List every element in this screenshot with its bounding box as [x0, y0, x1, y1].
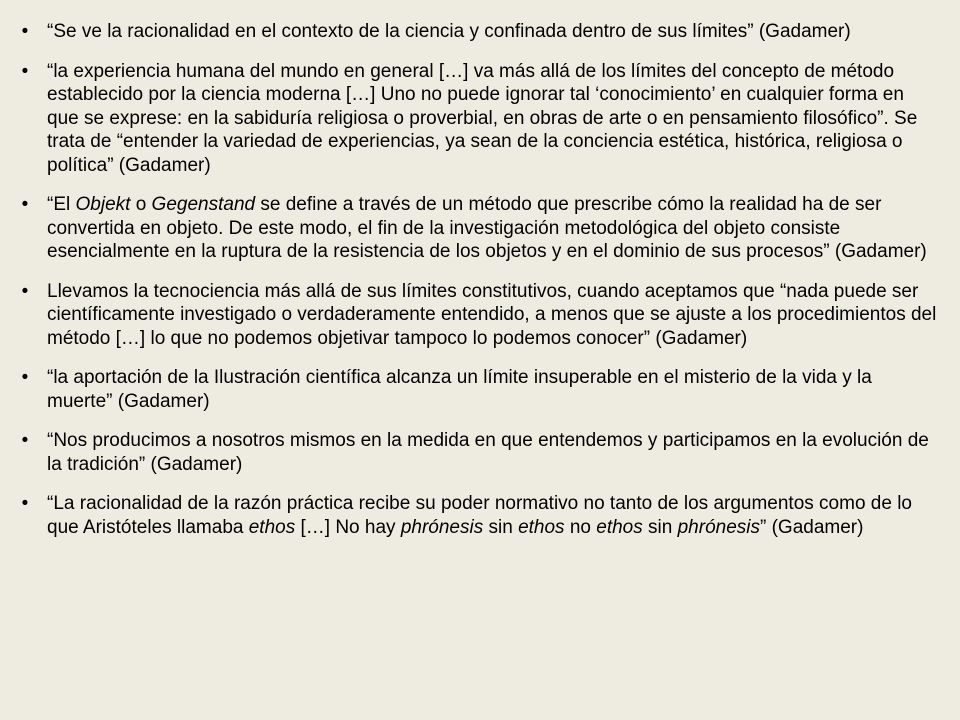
- text-run: […] No hay: [295, 516, 401, 538]
- text-run: “la aportación de la Ilustración científica alcanza un límite insuperable en el misterio de la vida y la muerte” (Gadamer): [47, 367, 872, 412]
- bullet-item-5: [15, 366, 938, 413]
- text-run: Llevamos la tecnociencia más allá de sus límites constitutivos, cuando aceptamos que “nada puede ser científicamente investigado o verdaderamente entendido, a menos que se ajuste a los procedimientos del método […] lo que no podemos objetivar tampoco lo podemos conocer” (Gadamer): [47, 280, 937, 349]
- bullet-text: [47, 61, 917, 176]
- bullet-text: [47, 281, 936, 349]
- text-run: sin: [642, 516, 678, 538]
- bullet-item-1: [15, 20, 938, 44]
- italic-term: ethos: [596, 516, 643, 538]
- bullet-text: [47, 430, 929, 475]
- italic-term: phrónesis: [400, 516, 484, 538]
- bullet-icon: •: [21, 493, 29, 514]
- bullet-icon: •: [21, 21, 29, 42]
- text-run: no: [564, 516, 597, 538]
- bullet-item-3: [15, 193, 938, 264]
- bullet-item-4: [15, 280, 938, 351]
- bullet-text: [47, 21, 851, 42]
- bullet-item-2: [15, 60, 938, 178]
- text-run: se define a través de un método que prescribe cómo la realidad ha de ser convertida en objeto. De este modo, el fin de la investigación metodológica del objeto consiste esencialmente en la ruptura de la resistencia de los objetos y en el dominio de sus procesos” (Gadamer): [47, 194, 927, 262]
- bullet-icon: •: [21, 280, 29, 302]
- bullet-list: [15, 20, 938, 539]
- italic-term: Gegenstand: [151, 194, 256, 215]
- text-run: “La racionalidad de la razón práctica recibe su poder normativo no tanto de los argumentos como de lo que Aristóteles llamaba: [47, 493, 913, 538]
- text-run: sin: [483, 516, 519, 538]
- bullet-text: [47, 367, 872, 412]
- italic-term: ethos: [518, 516, 565, 538]
- bullet-icon: •: [21, 194, 29, 215]
- italic-term: phrónesis: [677, 516, 760, 538]
- text-run: “El: [47, 194, 76, 215]
- text-run: ” (Gadamer): [760, 516, 864, 538]
- text-run: o: [130, 194, 152, 215]
- text-run: “Se ve la racionalidad en el contexto de la ciencia y confinada dentro de sus límites” (Gadamer): [47, 21, 851, 42]
- italic-term: ethos: [248, 516, 296, 538]
- bullet-icon: •: [21, 367, 29, 388]
- bullet-icon: •: [21, 60, 29, 82]
- bullet-text: [47, 493, 912, 538]
- bullet-text: [47, 194, 927, 262]
- text-run: “la experiencia humana del mundo en general […] va más allá de los límites del concepto de método establecido por la ciencia moderna […] Uno no puede ignorar tal ‘conocimiento’ en cualquier forma en que se exprese: en la sabiduría religiosa o proverbial, en obras de arte o en pensamiento filosófico”. Se trata de “entender la variedad de experiencias, ya sean de la conciencia estética, histórica, religiosa o política” (Gadamer): [47, 60, 918, 176]
- bullet-item-6: [15, 429, 938, 476]
- italic-term: Objekt: [75, 194, 131, 215]
- bullet-item-7: [15, 492, 938, 539]
- bullet-icon: •: [21, 430, 29, 451]
- text-run: “Nos producimos a nosotros mismos en la medida en que entendemos y participamos en la evolución de la tradición” (Gadamer): [47, 430, 929, 475]
